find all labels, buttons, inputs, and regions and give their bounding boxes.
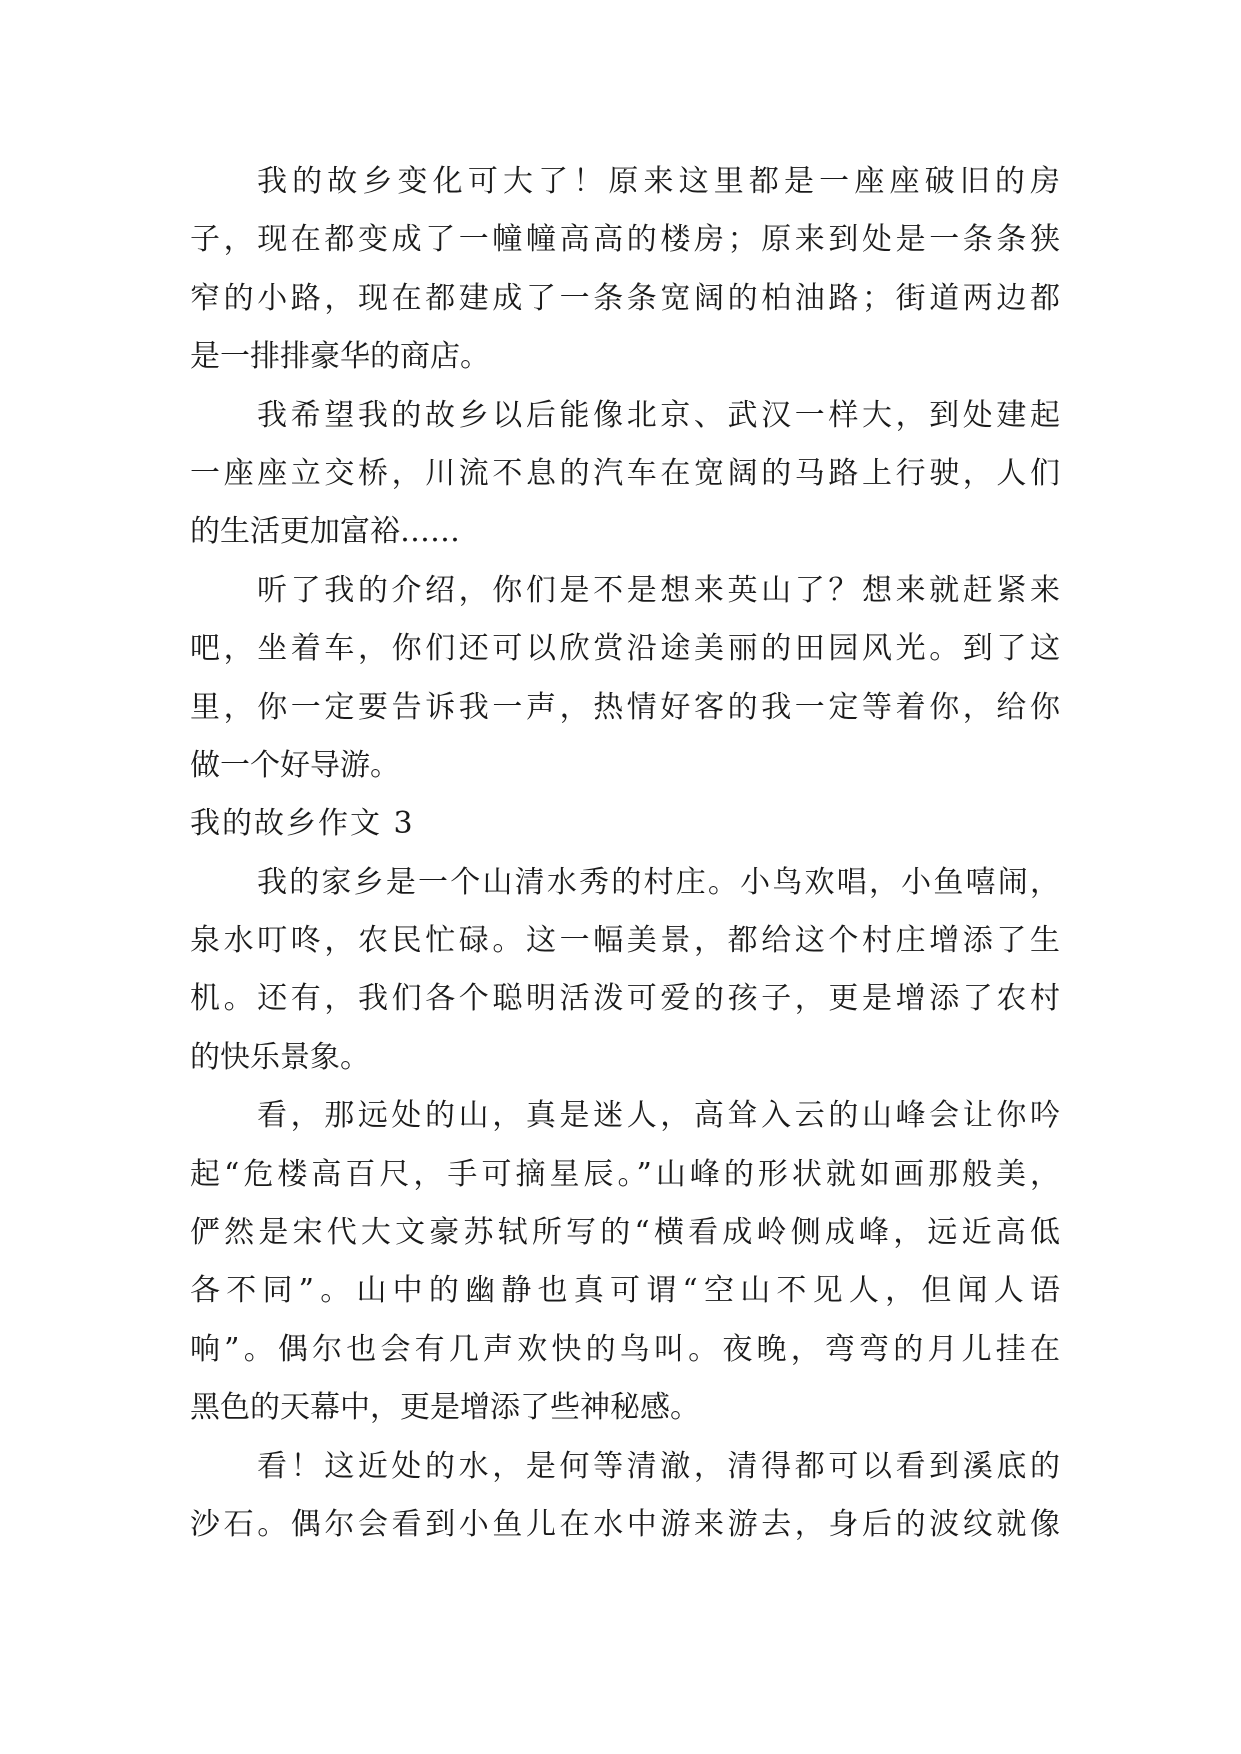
text-line: 响”。偶尔也会有几声欢快的鸟叫。夜晚，弯弯的月儿挂在 (190, 1331, 1060, 1367)
text-line: 我的故乡变化可大了！原来这里都是一座座破旧的房 (257, 164, 1060, 199)
document-body (190, 153, 1060, 1554)
text-line: 做一个好导游。 (190, 747, 400, 783)
text-line: 看！这近处的水，是何等清澈，清得都可以看到溪底的 (257, 1448, 1060, 1484)
text-line: 里，你一定要告诉我一声，热情好客的我一定等着你，给你 (190, 689, 1060, 725)
section-heading: 我的故乡作文 3 (190, 806, 415, 842)
text-line: 各不同”。山中的幽静也真可谓“空山不见人，但闻人语 (190, 1273, 1060, 1309)
text-line: 一座座立交桥，川流不息的汽车在宽阔的马路上行驶，人们 (190, 455, 1060, 491)
text-line: 我希望我的故乡以后能像北京、武汉一样大，到处建起 (257, 397, 1060, 433)
text-line: 沙石。偶尔会看到小鱼儿在水中游来游去，身后的波纹就像 (190, 1506, 1060, 1542)
text-line: 泉水叮咚，农民忙碌。这一幅美景，都给这个村庄增添了生 (190, 923, 1060, 959)
text-line: 吧，坐着车，你们还可以欣赏沿途美丽的田园风光。到了这 (190, 631, 1060, 667)
text-line: 看，那远处的山，真是迷人，高耸入云的山峰会让你吟 (257, 1098, 1060, 1134)
text-line: 窄的小路，现在都建成了一条条宽阔的柏油路；街道两边都 (190, 280, 1060, 316)
text-line: 起“危楼高百尺，手可摘星辰。”山峰的形状就如画那般美， (190, 1156, 1060, 1192)
text-line: 子，现在都变成了一幢幢高高的楼房；原来到处是一条条狭 (190, 222, 1060, 258)
text-line: 俨然是宋代大文豪苏轼所写的“横看成岭侧成峰，远近高低 (190, 1215, 1060, 1251)
text-line: 听了我的介绍，你们是不是想来英山了？想来就赶紧来 (257, 572, 1060, 608)
text-line: 黑色的天幕中，更是增添了些神秘感。 (190, 1390, 700, 1426)
text-line: 的生活更加富裕…… (190, 514, 460, 550)
text-line: 机。还有，我们各个聪明活泼可爱的孩子，更是增添了农村 (190, 981, 1060, 1017)
text-line: 是一排排豪华的商店。 (190, 339, 490, 375)
text-line: 的快乐景象。 (190, 1039, 370, 1075)
text-line: 我的家乡是一个山清水秀的村庄。小鸟欢唱，小鱼嘻闹， (257, 864, 1060, 900)
